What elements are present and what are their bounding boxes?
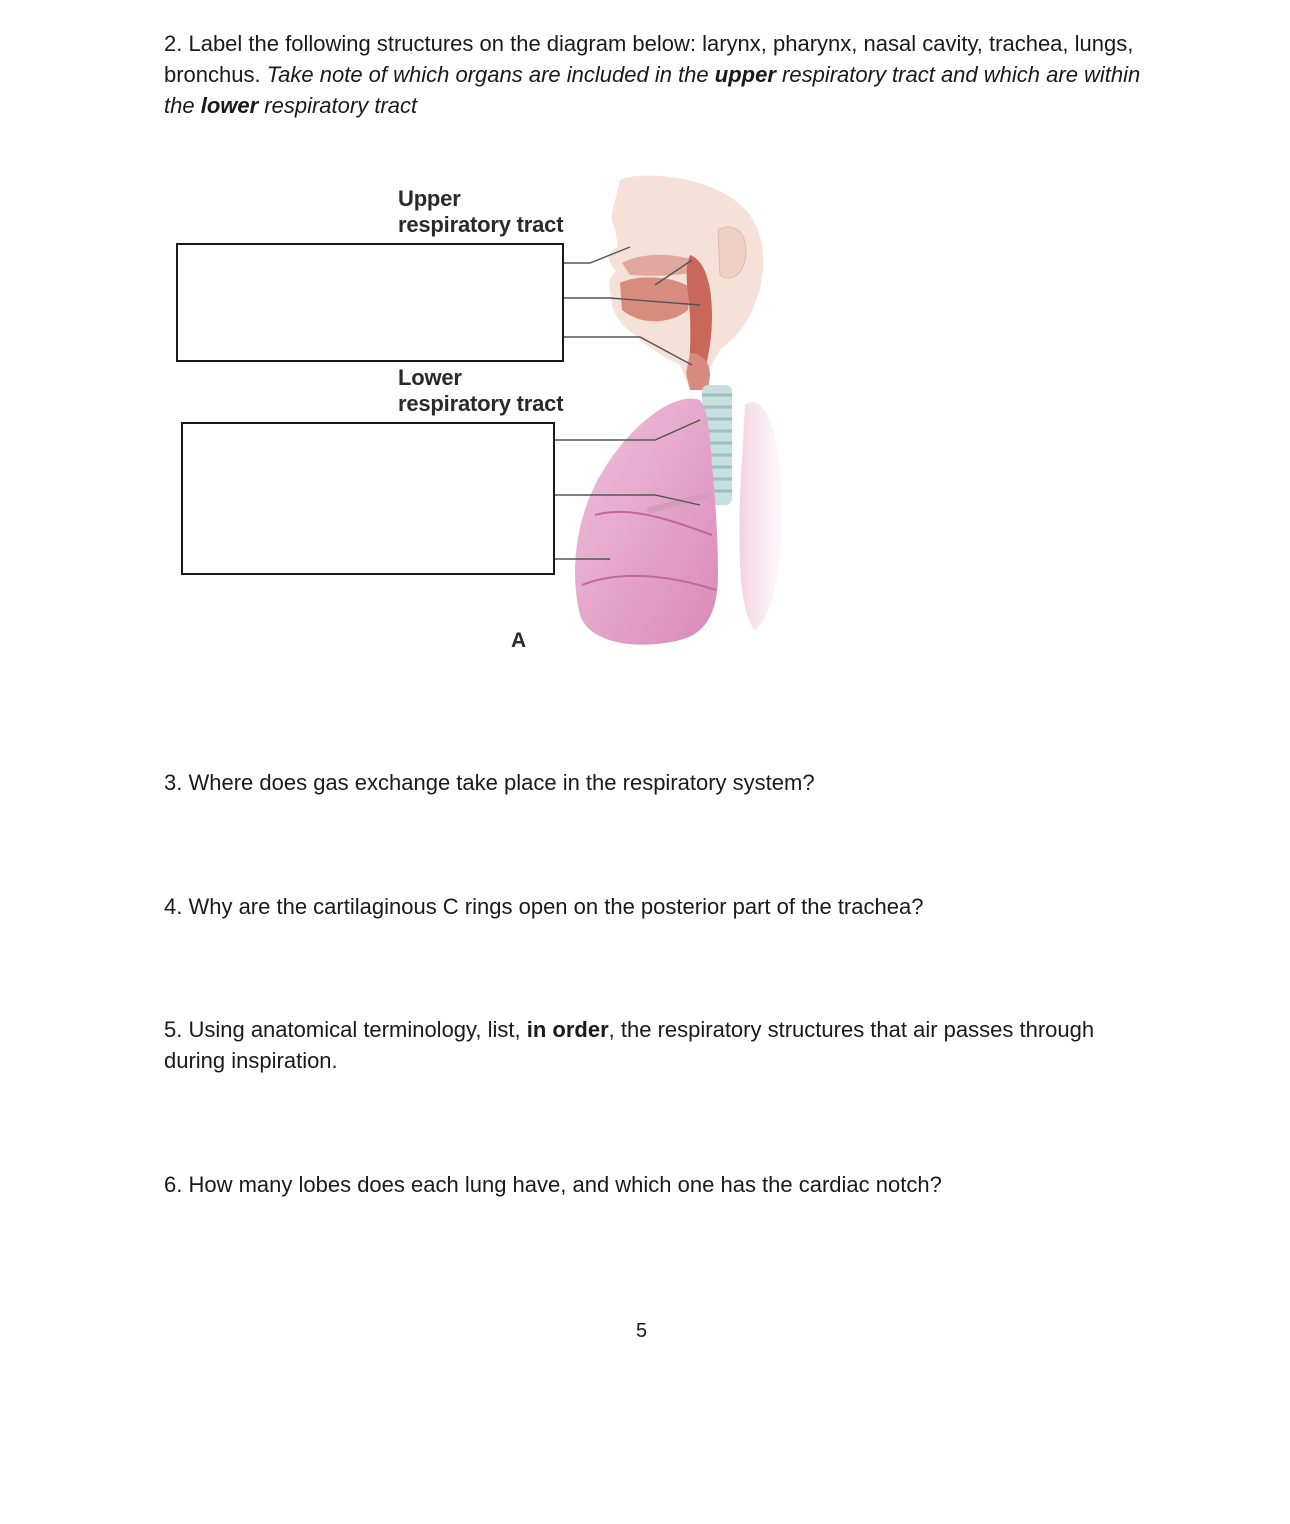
question-2-note-a: Take note of which organs are included in the [266,62,715,87]
question-2-note-b: respiratory tract and which are within the [164,62,1141,118]
upper-label-line2: respiratory tract [398,212,564,237]
question-4: 4. Why are the cartilaginous C rings open on the posterior part of the trachea? [164,894,924,919]
page-number: 5 [636,1320,648,1342]
question-2-number: 2. [164,31,183,56]
question-5-text-b: , the respiratory structures that air passes through during inspiration. [164,1017,1095,1073]
lower-respiratory-label [398,365,563,417]
question-2-instruction: Label the following structures on the diagram below: larynx, pharynx, nasal cavity, trachea, lungs, bronchus. [164,31,1134,87]
upper-answer-box[interactable] [176,243,564,362]
question-2-upper-bold: upper [714,62,776,87]
question-2 [164,28,1144,121]
lower-answer-box[interactable] [181,422,555,575]
question-5 [164,1014,1124,1076]
question-5-bold: in order [526,1017,609,1042]
question-2-note-c: respiratory tract [258,93,418,118]
upper-respiratory-label [398,186,563,238]
respiratory-anatomy-illustration [550,175,810,655]
question-3: 3. Where does gas exchange take place in the respiratory system? [164,770,815,795]
left-lung-shape [575,399,718,645]
figure-letter-a: A [511,629,527,652]
lower-label-line2: respiratory tract [398,391,564,416]
question-6: 6. How many lobes does each lung have, and which one has the cardiac notch? [164,1172,942,1197]
question-5-text-a: 5. Using anatomical terminology, list, [164,1017,527,1042]
question-2-lower-bold: lower [200,93,259,118]
lower-label-line1: Lower [398,365,462,390]
upper-label-line1: Upper [398,186,461,211]
right-lung-shape [739,402,782,630]
